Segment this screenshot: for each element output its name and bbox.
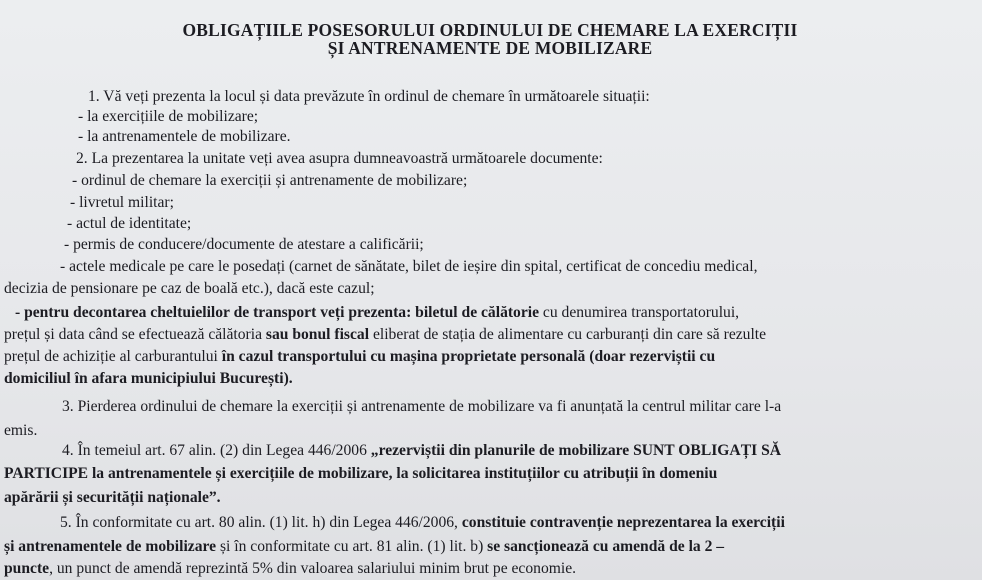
bold-text: și antrenamentele de mobilizare [4, 538, 217, 555]
list-item: - ordinul de chemare la exerciții și antrenamente de mobilizare; [72, 172, 468, 189]
bold-text: „rezerviștii din planurile de mobilizare SUNT OBLIGAȚI SĂ [370, 442, 781, 459]
bold-text: apărării și securității naționale”. [4, 489, 221, 506]
paragraph-4 [62, 442, 781, 460]
paragraph-5-line [4, 538, 724, 556]
transport-paragraph-line [15, 304, 739, 322]
text: prețul de achiziție al carburantului [4, 348, 222, 365]
list-item-continuation: decizia de pensionare pe caz de boală etc.), dacă este cazul; [4, 280, 375, 297]
list-item: - actele medicale pe care le posedați (carnet de sănătate, bilet de ieșire din spital, certificat de concediu medical, [60, 258, 758, 275]
list-item: - actul de identitate; [67, 215, 192, 232]
paragraph-3: 3. Pierderea ordinului de chemare la exerciții și antrenamente de mobilizare va fi anunțată la centrul militar care l-a [62, 398, 782, 415]
bold-text: puncte [4, 560, 50, 577]
text: prețul și data când se efectuează călătoria [4, 326, 266, 343]
paragraph-2-intro: 2. La prezentarea la unitate veți avea asupra dumneavoastră următoarele documente: [76, 150, 603, 167]
bold-text: - pentru decontarea cheltuielilor de transport veți prezenta: biletul de călătorie [15, 304, 540, 321]
list-item: - livretul militar; [70, 194, 174, 211]
paragraph-3-continuation: emis. [4, 422, 38, 439]
text: 5. În conformitate cu art. 80 alin. (1) lit. h) din Legea 446/2006, [60, 514, 462, 531]
transport-paragraph-line [4, 326, 766, 344]
bold-text: sau bonul fiscal [265, 326, 370, 343]
text: 4. În temeiul art. 67 alin. (2) din Legea 446/2006 [62, 442, 371, 459]
text: cu denumirea transportatorului, [539, 304, 740, 321]
paragraph-1-intro: 1. Vă veți prezenta la locul și data prevăzute în ordinul de chemare în următoarele situații: [88, 88, 650, 105]
bold-text: se sancționează cu amendă de la 2 – [487, 538, 725, 555]
list-item: - la exercițiile de mobilizare; [78, 108, 259, 125]
text: , un punct de amendă reprezintă 5% din valoarea salariului minim brut pe economie. [49, 560, 577, 577]
bold-text: domiciliul în afara municipiului București). [4, 370, 293, 387]
paragraph-4-line [4, 489, 221, 507]
bold-text: constituie contravenție neprezentarea la exerciții [461, 514, 785, 531]
bold-text: în cazul transportului cu mașina proprietate personală (doar rezerviștii cu [221, 348, 716, 365]
text: eliberat de stația de alimentare cu carburanți din care să rezulte [369, 326, 767, 343]
list-item: - la antrenamentele de mobilizare. [78, 128, 291, 145]
paragraph-4-line [4, 465, 717, 483]
transport-paragraph-line [4, 348, 715, 366]
paragraph-5 [60, 514, 785, 532]
text: și în conformitate cu art. 81 alin. (1) lit. b) [216, 538, 488, 555]
bold-text: PARTICIPE la antrenamentele și exercițiile de mobilizare, la solicitarea instituțiilor cu atribuții în domeniu [4, 465, 718, 482]
paragraph-5-line [4, 560, 576, 578]
transport-paragraph-line [4, 370, 293, 388]
document-title-line-2: ȘI ANTRENAMENTE DE MOBILIZARE [327, 38, 653, 58]
document-title-line-1: OBLIGAȚIILE POSESORULUI ORDINULUI DE CHEMARE LA EXERCIȚII [182, 20, 798, 40]
list-item: - permis de conducere/documente de atestare a calificării; [64, 236, 424, 253]
